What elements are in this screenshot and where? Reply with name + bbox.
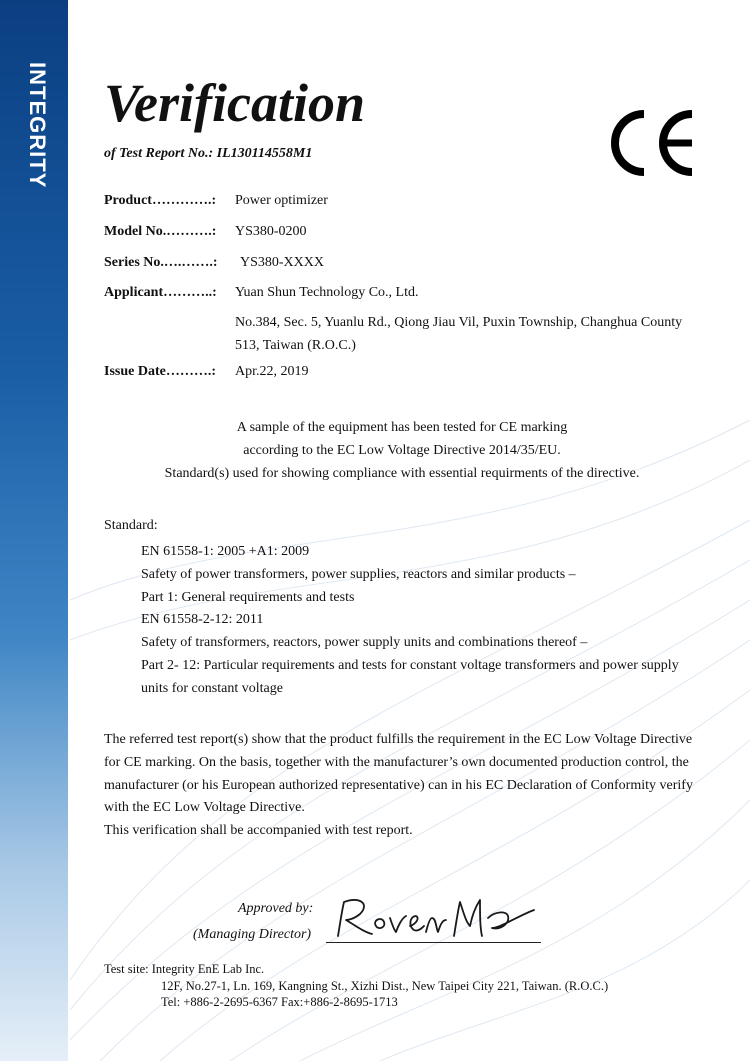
model-label: Model No.……….: — [104, 224, 217, 239]
product-value: Power optimizer — [235, 193, 328, 208]
standard-list — [141, 541, 701, 701]
test-site-name: Test site: Integrity EnE Lab Inc. — [104, 962, 265, 976]
applicant-address: No.384, Sec. 5, Yuanlu Rd., Qiong Jiau Vil, Puxin Township, Changhua County 513, Taiwan (R.O.C.) — [235, 315, 683, 353]
applicant-field — [104, 285, 418, 301]
conformity-paragraph — [104, 729, 700, 843]
standard-line: Safety of power transformers, power supplies, reactors and similar products – — [141, 566, 576, 582]
statement-line-1: A sample of the equipment has been tested for CE marking — [236, 420, 568, 435]
director-role-label: (Managing Director) — [193, 927, 312, 942]
model-field — [104, 224, 307, 240]
standard-line: Part 1: General requirements and tests — [141, 589, 355, 605]
model-value: YS380-0200 — [235, 224, 307, 239]
report-number: of Test Report No.: IL130114558M1 — [104, 146, 313, 161]
test-site-contact: Tel: +886-2-2695-6367 Fax:+886-2-8695-1713 — [161, 995, 398, 1009]
issue-date-field — [104, 364, 309, 380]
statement-line-2: according to the EC Low Voltage Directive 2014/35/EU. — [243, 443, 561, 458]
approved-by-label: Approved by: — [238, 901, 314, 916]
standard-line: Safety of transformers, reactors, power supply units and combinations thereof – — [141, 635, 588, 651]
page-title: Verification — [104, 73, 366, 133]
product-label: Product………….: — [104, 193, 217, 208]
standard-heading: Standard: — [104, 518, 158, 533]
series-label: Series No.….…….: — [104, 255, 218, 270]
accompany-text: This verification shall be accompanied with test report. — [104, 823, 413, 839]
ce-mark-icon — [602, 108, 698, 178]
applicant-label: Applicant………..: — [104, 285, 217, 300]
brand-text: INTEGRITY — [25, 62, 50, 189]
issue-date-value: Apr.22, 2019 — [235, 364, 309, 379]
signature-image — [330, 888, 540, 948]
issue-date-label: Issue Date……….: — [104, 364, 216, 379]
signature-line — [326, 942, 541, 943]
applicant-value: Yuan Shun Technology Co., Ltd. — [235, 285, 419, 300]
conformity-text: The referred test report(s) show that the product fulfills the requirement in the EC Low Voltage Directive for CE marking. On the basis, together with the manufacturer’s own documented production control, the manufacturer (or his European authorized representative) can in his EC Declaration of Conformity verify with the EC Low Voltage Directive. — [104, 732, 693, 816]
series-value: YS380-XXXX — [240, 255, 324, 270]
test-site-block — [104, 961, 608, 1011]
standard-line: EN 61558-2-12: 2011 — [141, 612, 264, 628]
standard-line: EN 61558-1: 2005 +A1: 2009 — [141, 544, 310, 559]
test-site-address: 12F, No.27-1, Ln. 169, Kangning St., Xizhi Dist., New Taipei City 221, Taiwan. (R.O.C.) — [161, 978, 609, 993]
statement-line-3: Standard(s) used for showing compliance with essential requirments of the directive. — [164, 466, 640, 481]
standard-line: Part 2- 12: Particular requirements and tests for constant voltage transformers and power supply units for constant voltage — [141, 657, 679, 696]
series-field — [104, 255, 324, 271]
product-field — [104, 193, 328, 209]
